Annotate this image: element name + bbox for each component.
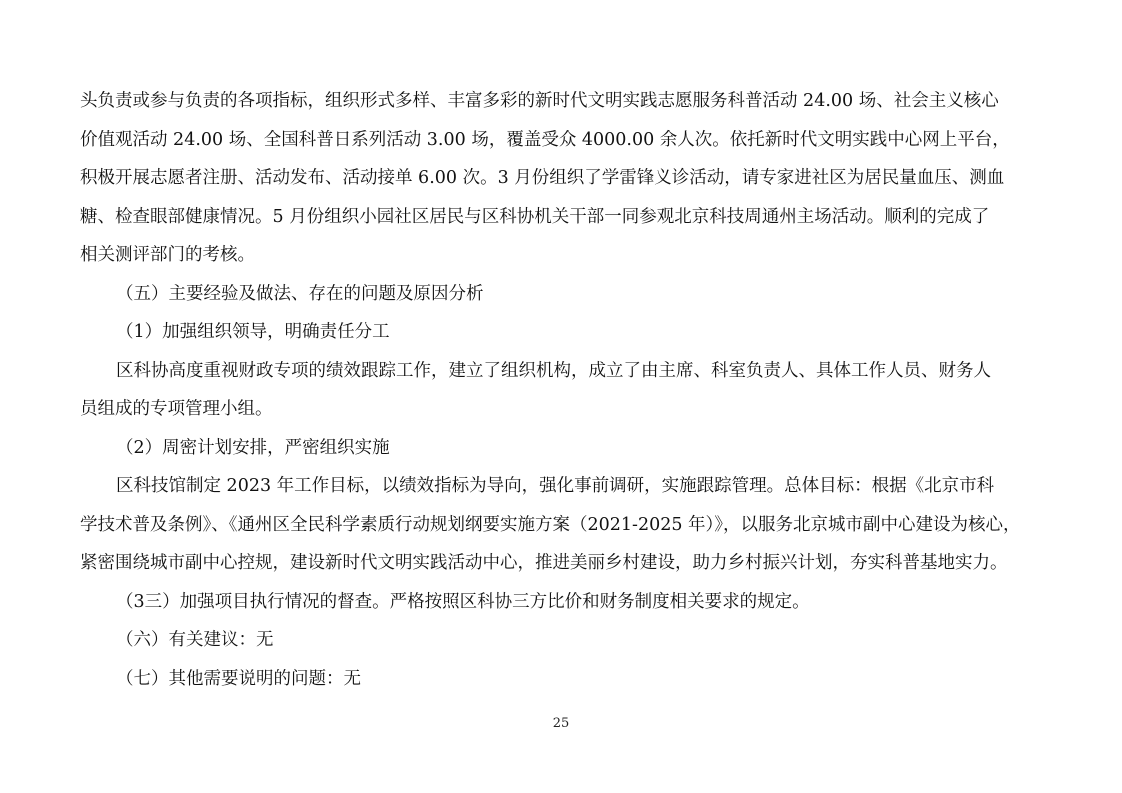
text-line: 紧密围绕城市副中心控规，建设新时代文明实践活动中心，推进美丽乡村建设，助力乡村振兴计划，夯实科普基地实力。 xyxy=(80,553,1008,573)
text-line: 学技术普及条例》、《通州区全民科学素质行动规划纲要实施方案（2021-2025 年）》，以服务北京城市副中心建设为核心， xyxy=(80,514,1021,535)
section-heading-five: （五）主要经验及做法、存在的问题及原因分析 xyxy=(116,283,484,304)
text-line: 积极开展志愿者注册、活动发布、活动接单 6.00 次。3 月份组织了学雷锋义诊活动，请专家进社区为居民量血压、测血 xyxy=(80,168,1005,188)
text-line: 价值观活动 24.00 场、全国科普日系列活动 3.00 场，覆盖受众 4000.00 余人次。依托新时代文明实践中心网上平台， xyxy=(80,129,1010,150)
text-line: 区科协高度重视财政专项的绩效跟踪工作，建立了组织机构，成立了由主席、科室负责人、具体工作人员、财务人 xyxy=(116,360,991,381)
subsection-heading-3: （3三）加强项目执行情况的督查。严格按照区科协三方比价和财务制度相关要求的规定。 xyxy=(116,591,810,612)
page-number: 25 xyxy=(552,716,570,731)
paragraph-activities xyxy=(80,82,1046,275)
text-line: 区科技馆制定 2023 年工作目标，以绩效指标为导向，强化事前调研，实施跟踪管理。总体目标：根据《北京市科 xyxy=(116,476,995,496)
text-line: 糖、检查眼部健康情况。5 月份组织小园社区居民与区科协机关干部一同参观北京科技周通州主场活动。顺利的完成了 xyxy=(80,206,990,227)
paragraph-organization xyxy=(80,352,1046,429)
text-line: 头负责或参与负责的各项指标，组织形式多样、丰富多彩的新时代文明实践志愿服务科普活动 24.00 场、社会主义核心 xyxy=(80,91,999,111)
text-line: 相关测评部门的考核。 xyxy=(80,245,255,265)
subsection-heading-2: （2）周密计划安排，严密组织实施 xyxy=(116,437,390,458)
paragraph-goals xyxy=(80,467,1046,583)
page-body xyxy=(80,82,1046,698)
subsection-heading-1: （1）加强组织领导，明确责任分工 xyxy=(116,322,390,342)
section-heading-seven: （七）其他需要说明的问题：无 xyxy=(116,668,361,689)
section-heading-six: （六）有关建议：无 xyxy=(116,630,274,650)
text-line: 员组成的专项管理小组。 xyxy=(80,399,273,419)
